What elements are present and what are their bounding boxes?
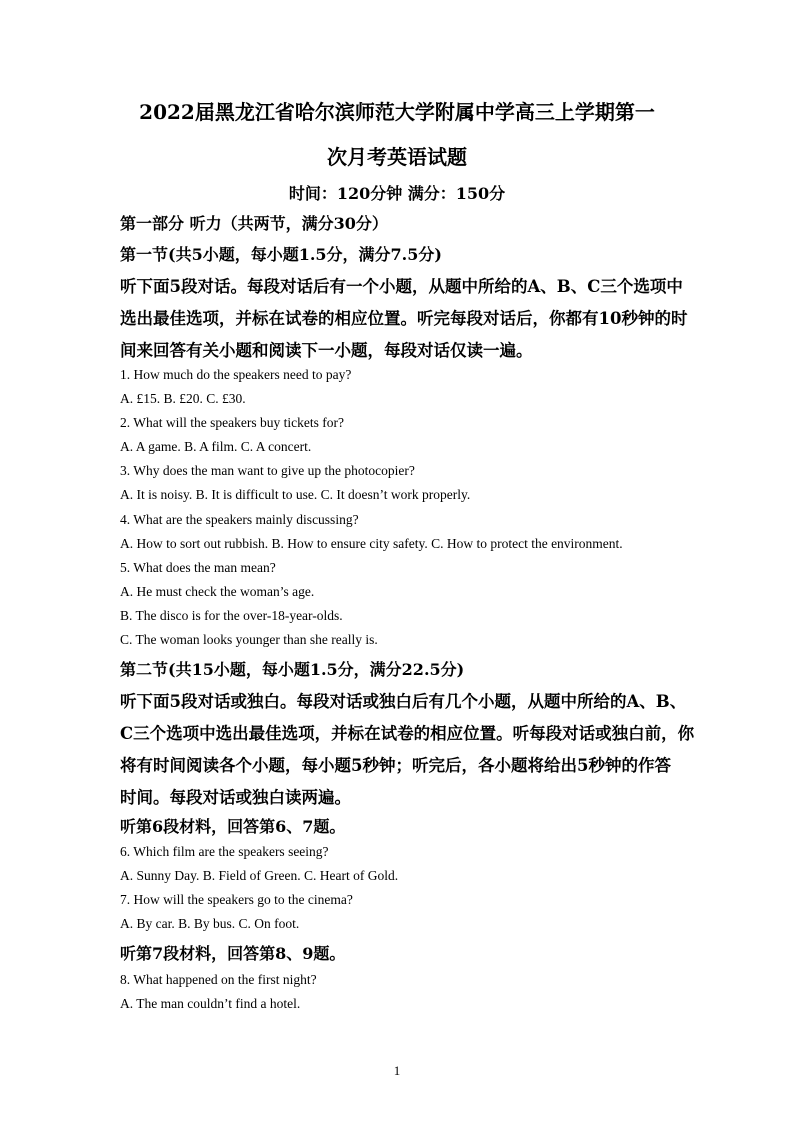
- section1-instruction-line: 选出最佳选项，并标在试卷的相应位置。听完每段对话后，你都有10秒钟的时: [120, 309, 688, 328]
- title-line-1: 2022届黑龙江省哈尔滨师范大学附属中学高三上学期第一: [139, 100, 655, 124]
- question-line: 8. What happened on the first night?: [120, 972, 317, 987]
- section1-instruction-line: 听下面5段对话。每段对话后有一个小题，从题中所给的A、B、C三个选项中: [120, 277, 683, 296]
- group6-heading: 听第6段材料，回答第6、7题。: [120, 817, 346, 836]
- section1-instruction-line: 间来回答有关小题和阅读下一小题，每段对话仅读一遍。: [120, 341, 533, 360]
- part1-heading: 第一部分 听力（共两节，满分30分）: [120, 214, 388, 233]
- section2-heading: 第二节(共15小题，每小题1.5分，满分22.5分): [120, 660, 465, 679]
- question-line: 1. How much do the speakers need to pay?: [120, 367, 352, 382]
- section2-instruction-line: 听下面5段对话或独白。每段对话或独白后有几个小题，从题中所给的A、B、: [120, 692, 687, 711]
- options-line: A. Sunny Day. B. Field of Green. C. Heart of Gold.: [120, 868, 399, 883]
- question-line: 5. What does the man mean?: [120, 560, 276, 575]
- section2-instruction-line: 时间。每段对话或独白读两遍。: [120, 788, 351, 807]
- question-line: 3. Why does the man want to give up the photocopier?: [120, 463, 415, 478]
- options-line: A. The man couldn’t find a hotel.: [120, 996, 301, 1011]
- title-line-2: 次月考英语试题: [327, 145, 467, 169]
- page-number: 1: [393, 1063, 401, 1078]
- options-line: A. By car. B. By bus. C. On foot.: [120, 916, 300, 931]
- options-line: B. The disco is for the over-18-year-olds.: [120, 608, 343, 623]
- options-line: C. The woman looks younger than she really is.: [120, 632, 378, 647]
- options-line: A. £15. B. £20. C. £30.: [120, 391, 246, 406]
- question-line: 4. What are the speakers mainly discussing?: [120, 512, 359, 527]
- question-line: 6. Which film are the speakers seeing?: [120, 844, 329, 859]
- options-line: A. A game. B. A film. C. A concert.: [120, 439, 312, 454]
- group7-heading: 听第7段材料，回答第8、9题。: [120, 944, 346, 963]
- section2-instruction-line: C三个选项中选出最佳选项，并标在试卷的相应位置。听每段对话或独白前，你: [120, 724, 695, 743]
- question-line: 7. How will the speakers go to the cinema?: [120, 892, 353, 907]
- section2-instruction-line: 将有时间阅读各个小题，每小题5秒钟；听完后，各小题将给出5秒钟的作答: [120, 756, 671, 775]
- options-line: A. He must check the woman’s age.: [120, 584, 315, 599]
- time-info: 时间：120分钟 满分：150分: [288, 184, 506, 203]
- question-line: 2. What will the speakers buy tickets for?: [120, 415, 344, 430]
- section1-heading: 第一节(共5小题，每小题1.5分，满分7.5分): [120, 245, 442, 264]
- options-line: A. How to sort out rubbish. B. How to ensure city safety. C. How to protect the environment.: [120, 536, 623, 551]
- options-line: A. It is noisy. B. It is difficult to use. C. It doesn’t work properly.: [120, 487, 471, 502]
